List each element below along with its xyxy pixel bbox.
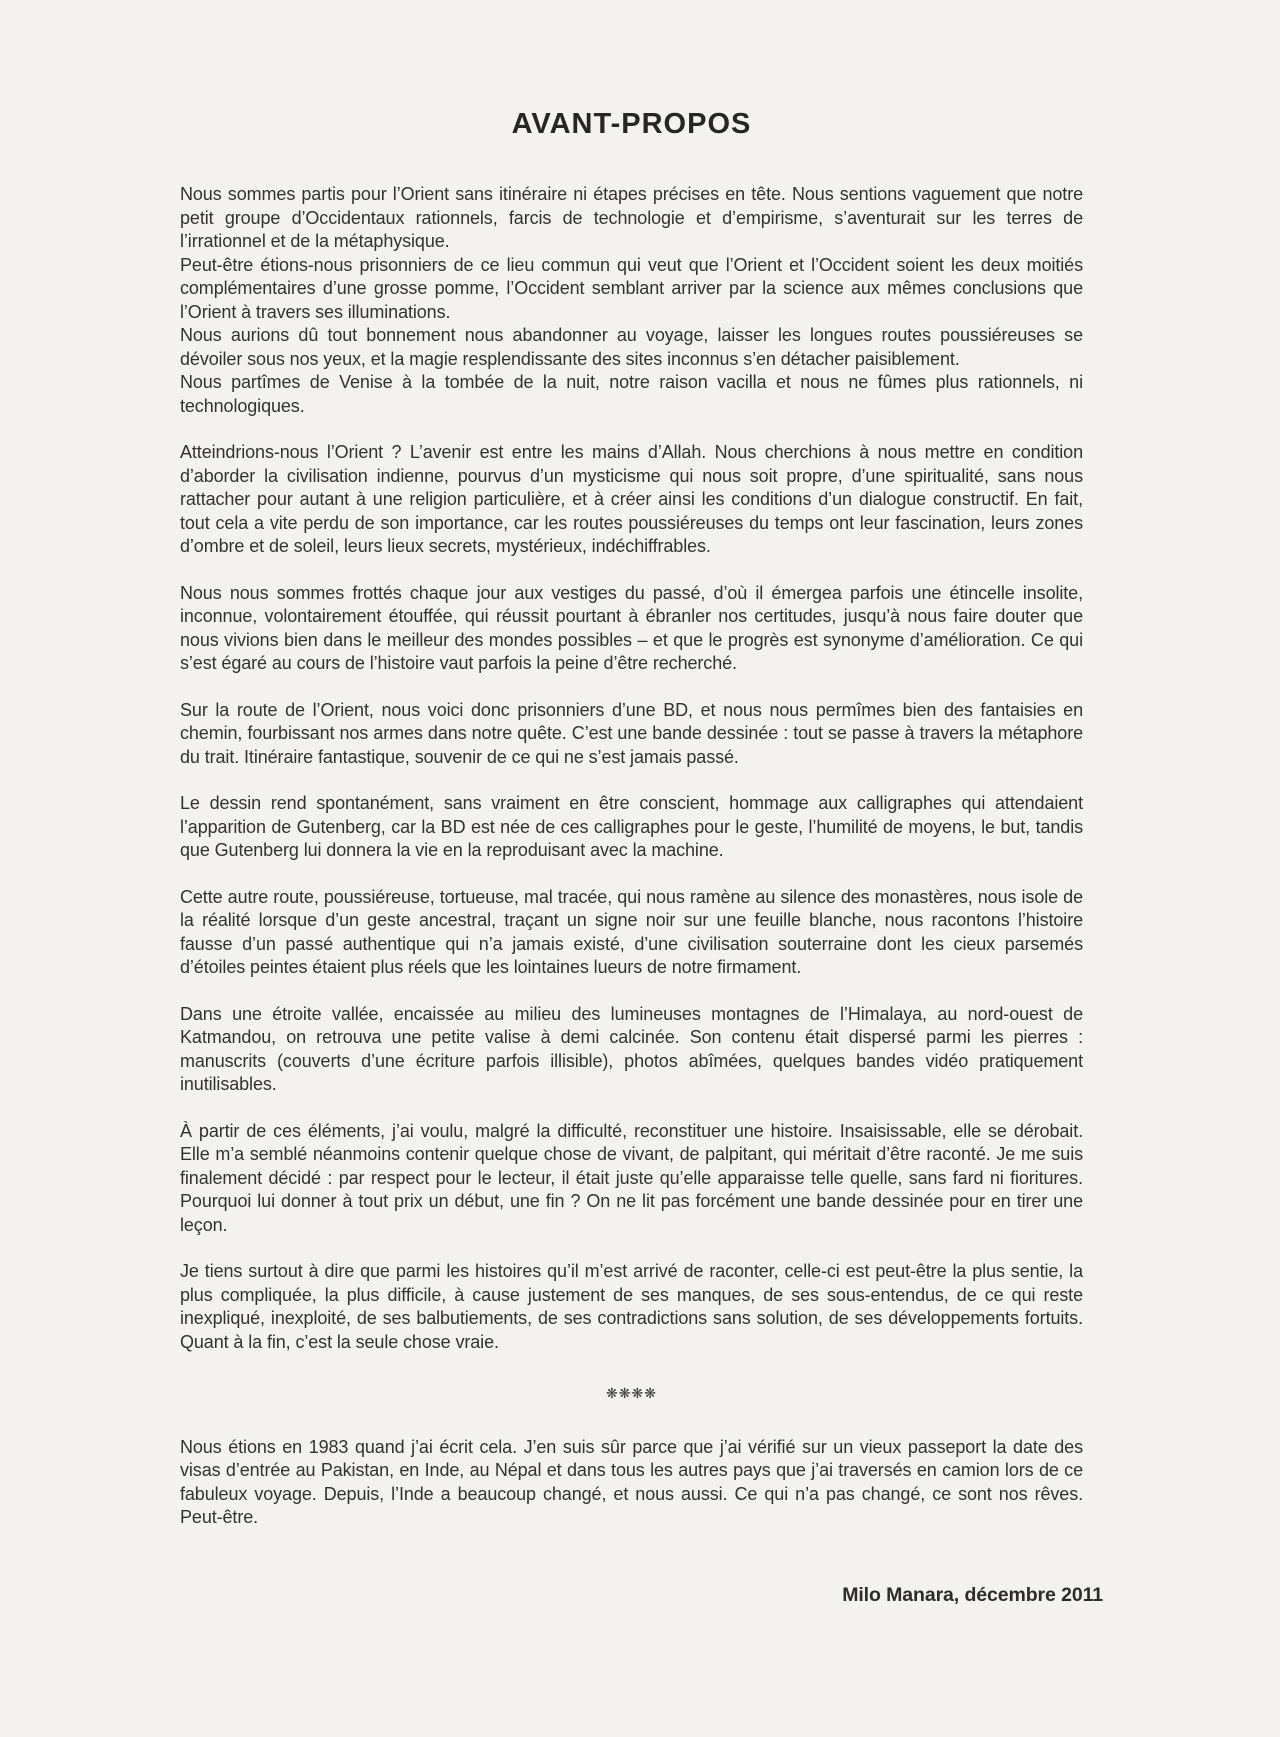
paragraph: Le dessin rend spontanément, sans vraiment en être conscient, hommage aux calligraphes qui attendaient l’apparition de Gutenberg, car la BD est née de ces calligraphes pour le geste, l’humilité de moyens, le but, tandis que Gutenberg lui donnera la vie en la reproduisant avec la machine. xyxy=(180,793,1083,860)
text-section xyxy=(180,886,1083,980)
body-sections xyxy=(180,183,1103,1607)
text-section xyxy=(180,1003,1083,1097)
ornament-divider: ❋❋❋❋ xyxy=(606,1385,657,1401)
paragraph: Je tiens surtout à dire que parmi les histoires qu’il m’est arrivé de raconter, celle-ci est peut-être la plus sentie, la plus compliquée, la plus difficile, à cause justement de ses manques, de ses sous-entendus, de ce qui reste inexpliqué, inexploité, de ses balbutiements, de ses contradictions sans solution, de ses développements fortuits. Quant à la fin, c’est la seule chose vraie. xyxy=(180,1261,1083,1352)
text-section xyxy=(180,1120,1083,1238)
paragraph: Nous étions en 1983 quand j’ai écrit cela. J’en suis sûr parce que j’ai vérifié sur un vieux passeport la date des visas d’entrée au Pakistan, en Inde, au Népal et dans tous les autres pays que j’ai traversés en camion lors de ce fabuleux voyage. Depuis, l’Inde a beaucoup changé, et nous aussi. Ce qui n’a pas changé, ce sont nos rêves. Peut-être. xyxy=(180,1436,1083,1527)
paragraph: Cette autre route, poussiéreuse, tortueuse, mal tracée, qui nous ramène au silence des monastères, nous isole de la réalité lorsque d’un geste ancestral, traçant un signe noir sur une feuille blanche, nous racontons l’histoire fausse d’un passé authentique qui n’a jamais existé, d’une civilisation souterraine dont les cieux parsemés d’étoiles peintes étaient plus réels que les lointaines lueurs de notre firmament. xyxy=(180,886,1083,977)
text-section xyxy=(180,1260,1083,1354)
page-title: AVANT-PROPOS xyxy=(511,108,752,140)
text-section xyxy=(180,183,1083,418)
paragraph: Sur la route de l’Orient, nous voici donc prisonniers d’une BD, et nous nous permîmes bien des fantaisies en chemin, fourbissant nos armes dans notre quête. C’est une bande dessinée : tout se passe à travers la métaphore du trait. Itinéraire fantastique, souvenir de ce qui ne s’est jamais passé. xyxy=(180,699,1083,767)
paragraph: Nous aurions dû tout bonnement nous abandonner au voyage, laisser les longues routes poussiéreuses se dévoiler sous nos yeux, et la magie resplendissante des sites inconnus s’en détacher paisiblement. xyxy=(180,325,1083,369)
text-section xyxy=(180,582,1083,676)
paragraph: Dans une étroite vallée, encaissée au milieu des lumineuses montagnes de l’Himalaya, au nord-ouest de Katmandou, on retrouva une petite valise à demi calcinée. Son contenu était dispersé parmi les pierres : manuscrits (couverts d’une écriture parfois illisible), photos abîmées, quelques bandes vidéo pratiquement inutilisables. xyxy=(180,1003,1083,1094)
text-section xyxy=(180,1436,1083,1530)
text-section xyxy=(180,441,1083,559)
author-signature: Milo Manara, décembre 2011 xyxy=(842,1583,1103,1606)
paragraph: Nous sommes partis pour l’Orient sans itinéraire ni étapes précises en tête. Nous sentions vaguement que notre petit groupe d’Occidentaux rationnels, farcis de technologie et d’empirisme, s’aventurait sur les terres de l’irrationnel et de la métaphysique. xyxy=(180,184,1083,251)
paragraph: Peut-être étions-nous prisonniers de ce lieu commun qui veut que l’Orient et l’Occident soient les deux moitiés complémentaires d’une grosse pomme, l’Occident semblant arriver par la science aux mêmes conclusions que l’Orient à travers ses illuminations. xyxy=(180,254,1083,322)
paragraph: Nous partîmes de Venise à la tombée de la nuit, notre raison vacilla et nous ne fûmes plus rationnels, ni technologiques. xyxy=(180,372,1083,416)
paragraph: Nous nous sommes frottés chaque jour aux vestiges du passé, d’où il émergea parfois une étincelle insolite, inconnue, volontairement étouffée, qui réussit pourtant à ébranler nos certitudes, jusqu’à nous faire douter que nous vivions bien dans le meilleur des mondes possibles – et que le progrès est synonyme d’amélioration. Ce qui s’est égaré au cours de l’histoire vaut parfois la peine d’être recherché. xyxy=(180,582,1083,673)
text-section xyxy=(180,792,1083,863)
paragraph: À partir de ces éléments, j’ai voulu, malgré la difficulté, reconstituer une histoire. Insaisissable, elle se dérobait. Elle m’a semblé néanmoins contenir quelque chose de vivant, de palpitant, qui méritait d’être raconté. Je me suis finalement décidé : par respect pour le lecteur, il était juste qu’elle apparaisse telle quelle, sans fard ni fioritures. Pourquoi lui donner à tout prix un début, une fin ? On ne lit pas forcément une bande dessinée pour en tirer une leçon. xyxy=(180,1120,1083,1235)
text-section xyxy=(180,699,1083,770)
paragraph: Atteindrions-nous l’Orient ? L’avenir est entre les mains d’Allah. Nous cherchions à nous mettre en condition d’aborder la civilisation indienne, pourvus d’un mysticisme qui nous soit propre, d’une spiritualité, sans nous rattacher pour autant à une religion particulière, et à créer ainsi les conditions d’un dialogue constructif. En fait, tout cela a vite perdu de son importance, car les routes poussiéreuses du temps ont leur fascination, leurs zones d’ombre et de soleil, leurs lieux secrets, mystérieux, indéchiffrables. xyxy=(180,442,1083,556)
